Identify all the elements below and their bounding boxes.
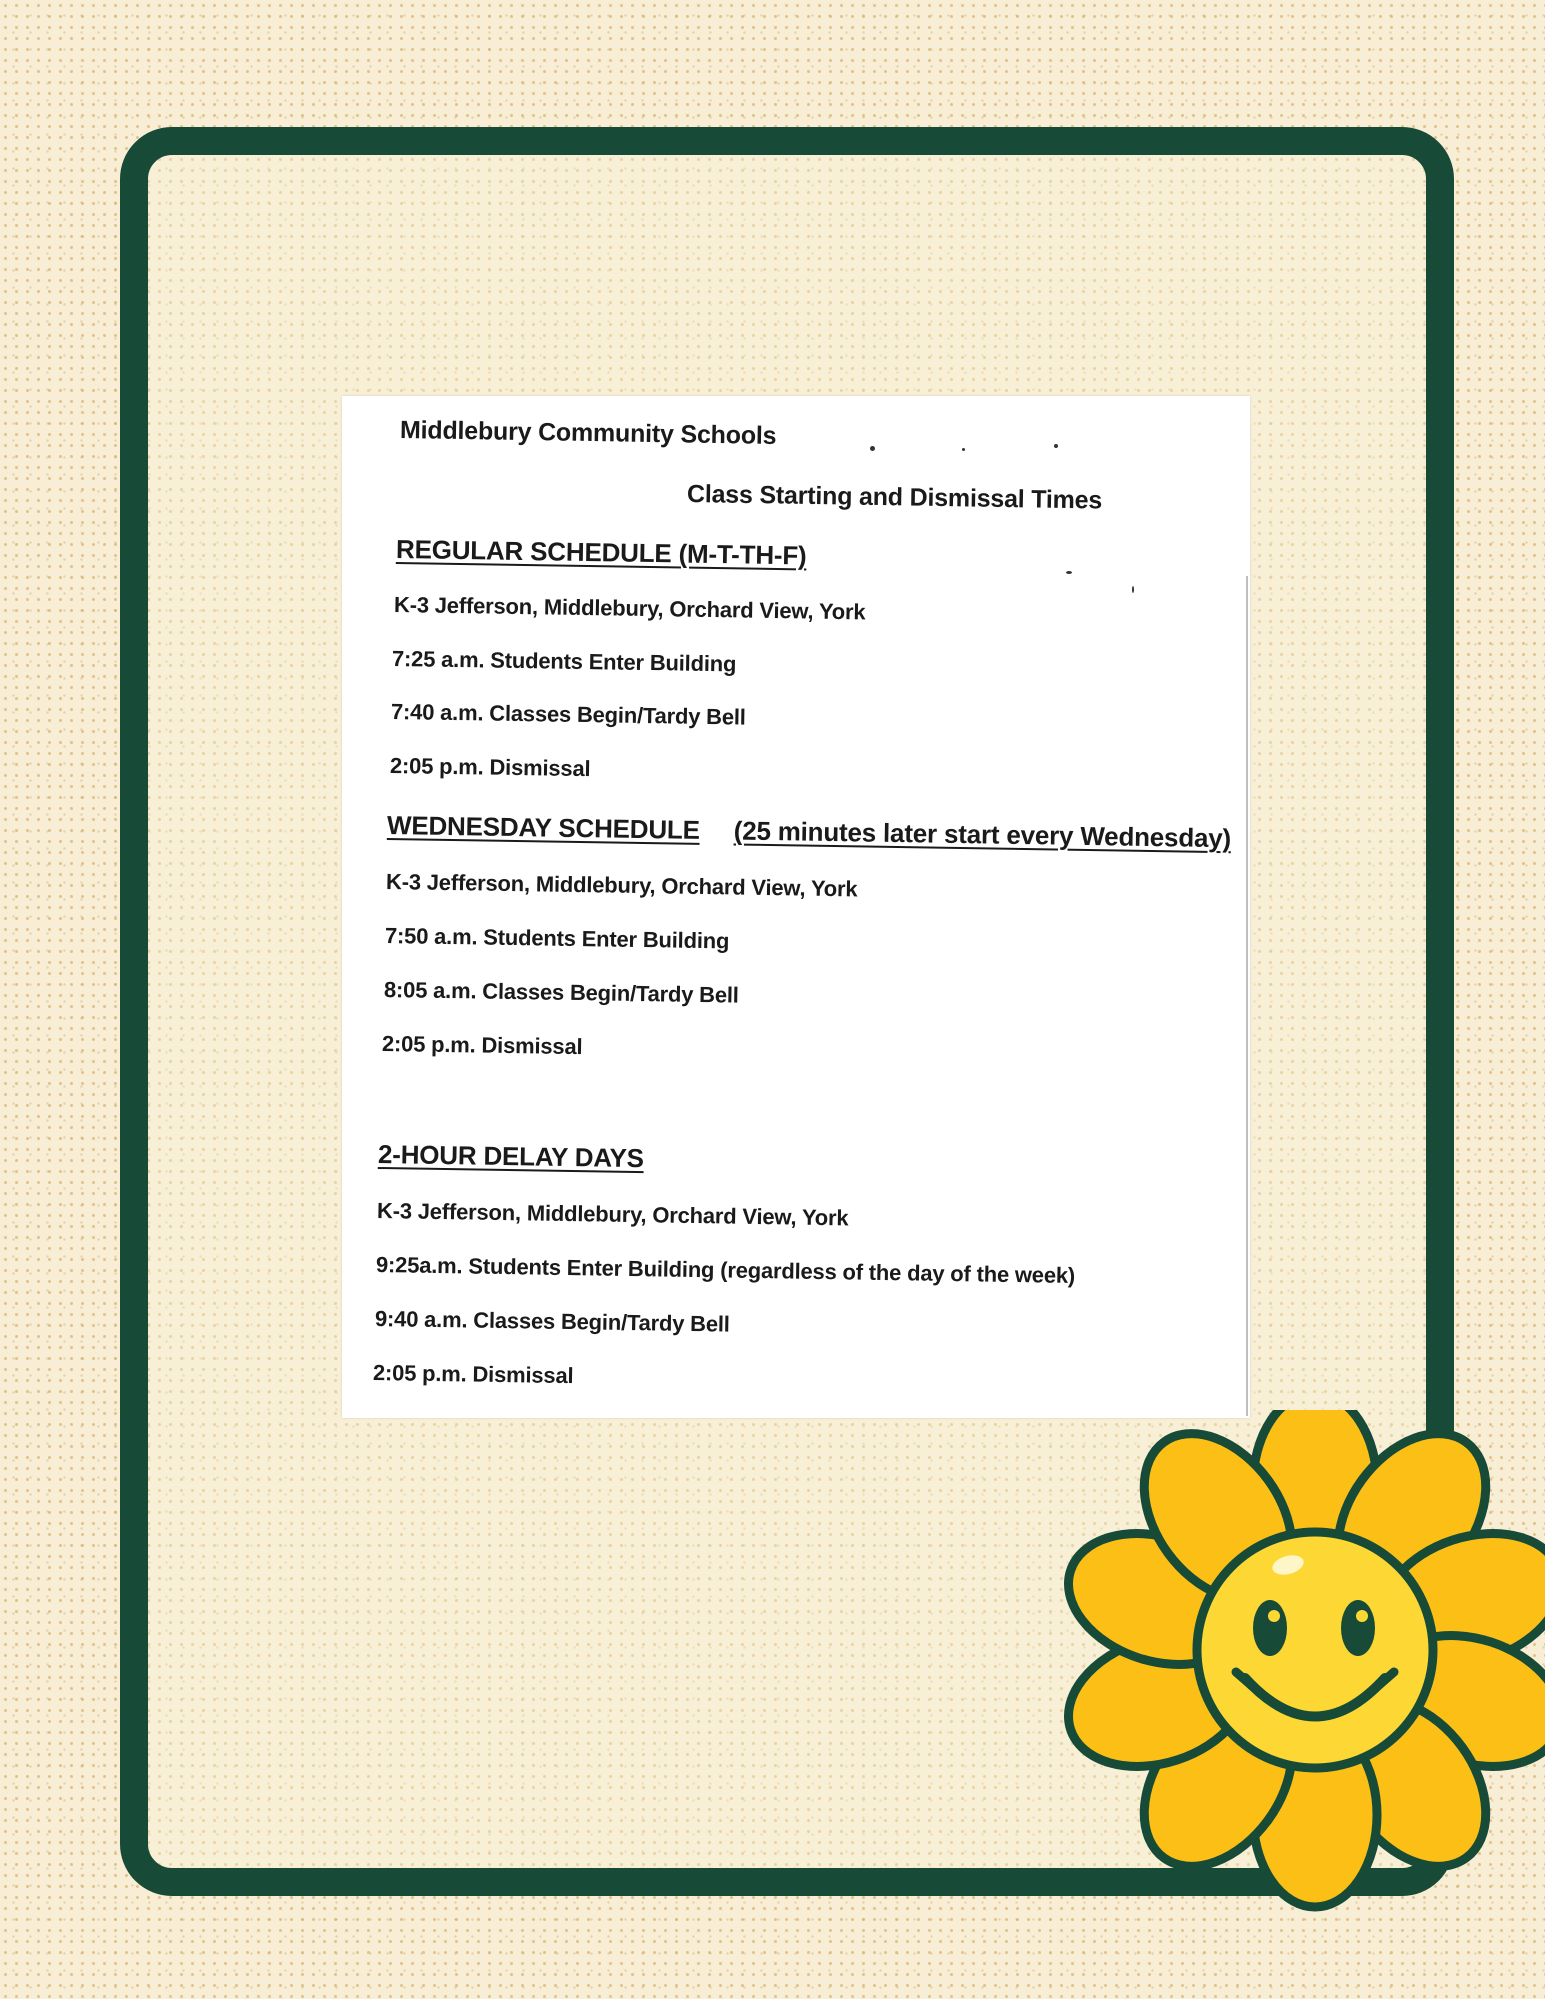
scan-speck xyxy=(1066,571,1072,574)
regular-schools-line: K-3 Jefferson, Middlebury, Orchard View, York xyxy=(393,592,866,625)
wednesday-schools-line: K-3 Jefferson, Middlebury, Orchard View, York xyxy=(385,869,858,902)
section-heading-regular-text: REGULAR SCHEDULE (M-T-TH-F) xyxy=(395,534,807,571)
scan-edge-shadow xyxy=(1246,576,1248,1416)
wednesday-enter-line: 7:50 a.m. Students Enter Building xyxy=(384,923,730,954)
wednesday-dismissal-line: 2:05 p.m. Dismissal xyxy=(381,1031,583,1060)
left-eye-shine xyxy=(1268,1610,1280,1622)
left-eye xyxy=(1253,1600,1287,1656)
right-eye-shine xyxy=(1356,1610,1368,1622)
flower-face xyxy=(1197,1532,1433,1768)
wednesday-note: (25 minutes later start every Wednesday) xyxy=(733,815,1232,854)
scan-speck xyxy=(1054,444,1058,448)
regular-dismissal-line: 2:05 p.m. Dismissal xyxy=(389,753,591,782)
regular-begin-line: 7:40 a.m. Classes Begin/Tardy Bell xyxy=(390,699,746,730)
document-title: Middlebury Community Schools xyxy=(399,416,777,450)
regular-enter-line: 7:25 a.m. Students Enter Building xyxy=(391,646,737,677)
right-eye xyxy=(1341,1600,1375,1656)
scan-speck xyxy=(870,446,875,451)
section-heading-regular xyxy=(396,534,807,571)
wednesday-begin-line: 8:05 a.m. Classes Begin/Tardy Bell xyxy=(383,977,739,1008)
smiley-flower-icon xyxy=(1040,1410,1545,1930)
document-subtitle: Class Starting and Dismissal Times xyxy=(686,480,1103,515)
delay-schools-line: K-3 Jefferson, Middlebury, Orchard View, York xyxy=(376,1198,849,1231)
delay-dismissal-line: 2:05 p.m. Dismissal xyxy=(372,1360,574,1389)
section-heading-delay xyxy=(378,1139,644,1174)
delay-begin-line: 9:40 a.m. Classes Begin/Tardy Bell xyxy=(374,1306,730,1337)
delay-enter-line: 9:25a.m. Students Enter Building (regardless of the day of the week) xyxy=(375,1252,1076,1288)
section-heading-delay-text: 2-HOUR DELAY DAYS xyxy=(377,1139,645,1174)
section-heading-wednesday xyxy=(387,810,1231,854)
scan-speck xyxy=(1132,586,1134,593)
scanned-schedule-document xyxy=(342,396,1250,1418)
scan-speck xyxy=(962,448,965,451)
section-heading-wednesday-text: WEDNESDAY SCHEDULE xyxy=(386,810,701,845)
